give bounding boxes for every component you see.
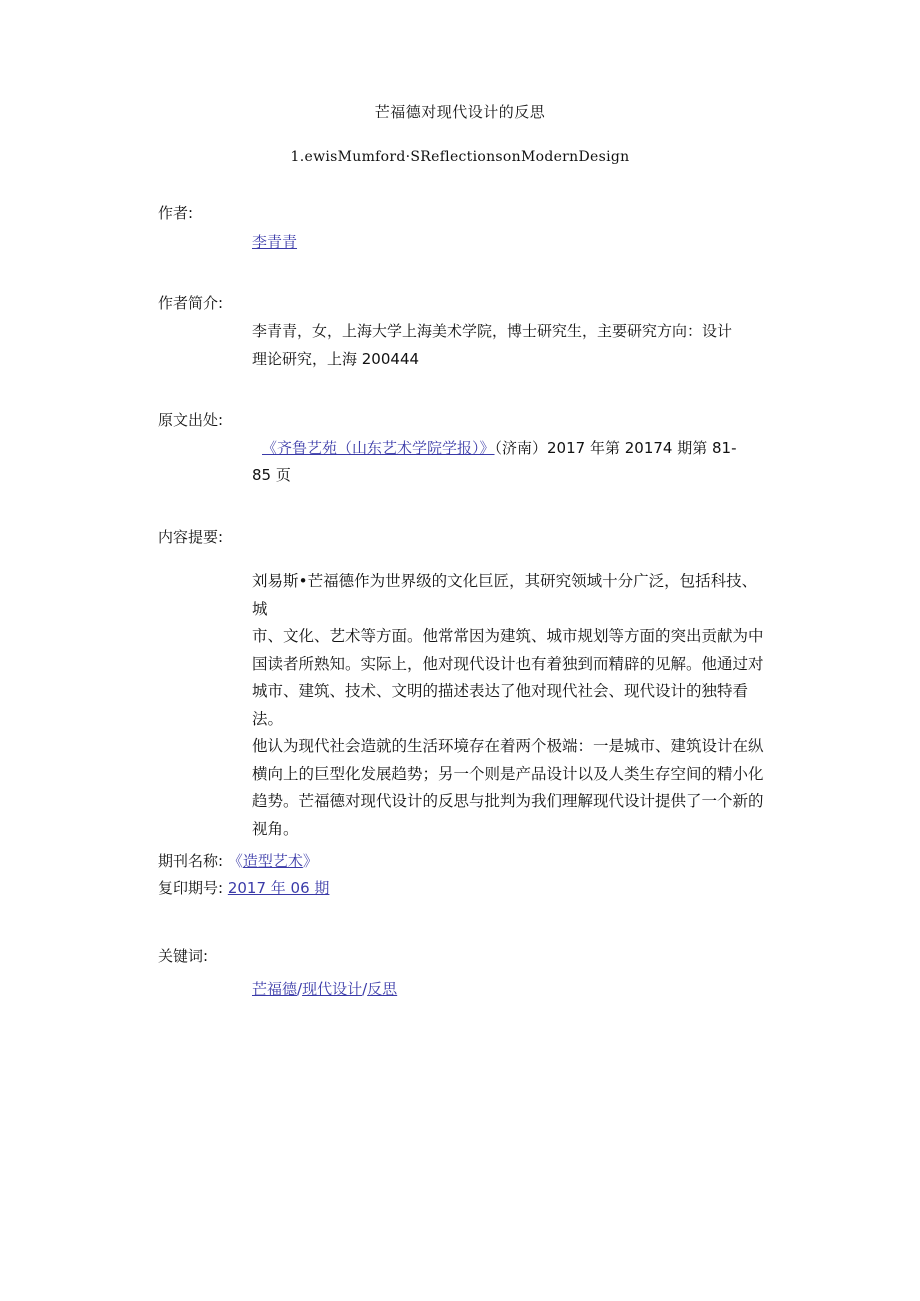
issue-row (158, 877, 329, 898)
abstract-line: 趋势。芒福德对现代设计的反思与批判为我们理解现代设计提供了一个新的 (252, 792, 764, 810)
issue-link[interactable]: 2017 年 06 期 (227, 879, 330, 897)
abstract-line: 刘易斯•芒福德作为世界级的文化巨匠，其研究领域十分广泛，包括科技、城 (252, 572, 758, 618)
keyword-link[interactable]: 芒福德 (252, 980, 298, 998)
abstract-body (252, 568, 772, 843)
source-journal-link[interactable]: 《齐鲁艺苑（山东艺术学院学报）》 (262, 439, 495, 457)
author-bio-line-2: 理论研究，上海 200444 (252, 350, 420, 368)
source-line-2: 85 页 (252, 466, 291, 484)
author-label: 作者: (158, 204, 194, 222)
abstract-line: 横向上的巨型化发展趋势；另一个则是产品设计以及人类生存空间的精小化 (252, 764, 764, 783)
abstract-label: 内容提要: (158, 528, 224, 546)
author-name-link[interactable]: 李青青 (252, 233, 298, 251)
abstract-line: 他认为现代社会造就的生活环境存在着两个极端：一是城市、建筑设计在纵 (252, 737, 764, 755)
journal-close-bracket: 》 (302, 852, 318, 870)
abstract-line: 市、文化、艺术等方面。他常常因为建筑、城市规划等方面的突出贡献为中 (252, 627, 764, 645)
journal-label: 期刊名称: (158, 852, 224, 870)
keyword-separator: / (362, 980, 368, 998)
abstract-line: 国读者所熟知。实际上，他对现代设计也有着独到而精辟的见解。他通过对 (252, 654, 764, 673)
author-bio-label: 作者简介: (158, 294, 224, 312)
journal-row (158, 850, 318, 871)
journal-open-bracket: 《 (227, 852, 243, 870)
source-detail: （济南）2017 年第 20174 期第 81- (494, 439, 737, 457)
issue-label: 复印期号: (158, 879, 224, 897)
source-label: 原文出处: (158, 411, 224, 429)
keyword-link[interactable]: 现代设计 (302, 980, 363, 998)
author-bio-line-1: 李青青，女，上海大学上海美术学院，博士研究生，主要研究方向：设计 (252, 322, 733, 340)
document-title: 芒福德对现代设计的反思 (374, 103, 546, 121)
abstract-line: 视角。 (252, 819, 299, 838)
keywords-list (252, 978, 397, 999)
abstract-line: 城市、建筑、技术、文明的描述表达了他对现代社会、现代设计的独特看法。 (252, 682, 749, 728)
keywords-label: 关键词: (158, 947, 209, 965)
source-line-1 (262, 437, 736, 458)
document-subtitle-en: 1.ewisMumford·SReflectionsonModernDesign (290, 149, 630, 165)
journal-name-link[interactable]: 造型艺术 (242, 852, 303, 870)
keyword-separator: / (297, 980, 303, 998)
keyword-link[interactable]: 反思 (367, 980, 398, 998)
